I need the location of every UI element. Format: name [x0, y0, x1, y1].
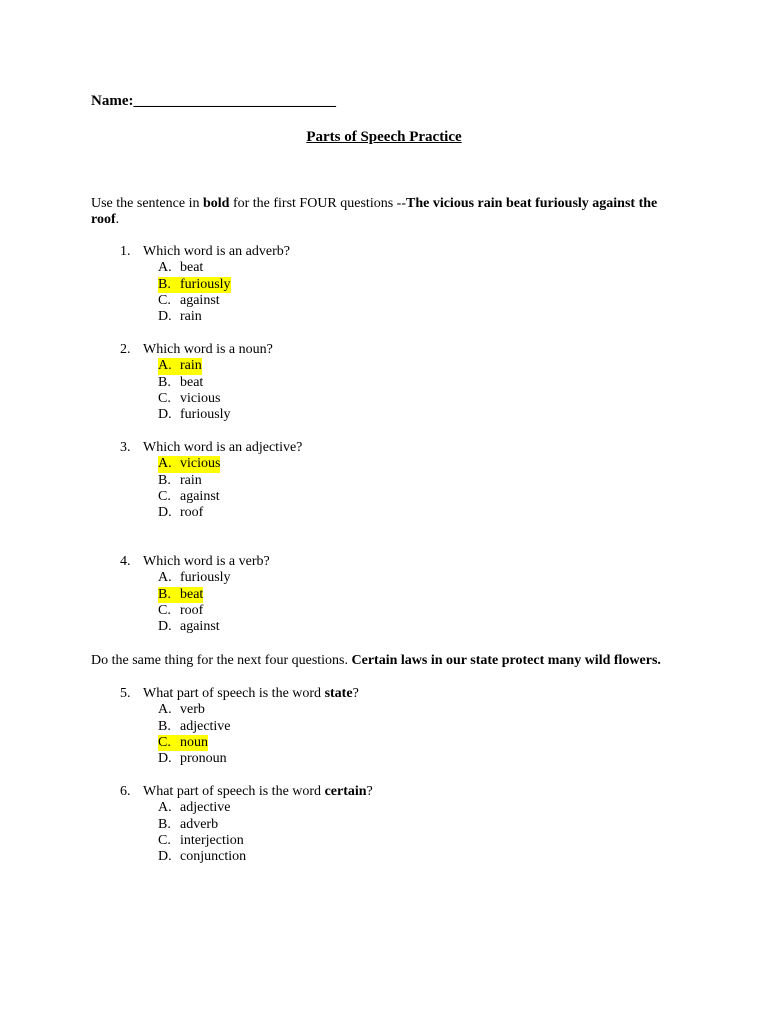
option-2d[interactable]: D. furiously: [158, 407, 231, 423]
option-1a[interactable]: A. beat: [158, 260, 204, 276]
option-5c[interactable]: C. noun: [158, 734, 208, 750]
option-5a[interactable]: A. verb: [158, 702, 205, 718]
sentence-1: The vicious rain beat furiously against the roof: [91, 196, 658, 227]
option-2b[interactable]: B. beat: [158, 374, 204, 390]
sentence-2: Certain laws in our state protect many wild flowers.: [351, 653, 661, 668]
option-1d[interactable]: D. rain: [158, 309, 202, 325]
option-1c[interactable]: C. against: [158, 292, 220, 308]
option-6b[interactable]: B. adverb: [158, 816, 219, 832]
question-2: 2. Which word is a noun? A. rain B. beat C. vicious D. furiously: [120, 342, 520, 423]
question-6: 6. What part of speech is the word certain? A. adjective B. adverb C. interjection D. conjunction: [120, 784, 520, 865]
option-5d[interactable]: D. pronoun: [158, 751, 227, 767]
option-5b[interactable]: B. adjective: [158, 718, 231, 734]
question-text: Which word is an adverb?: [143, 244, 290, 259]
question-5: 5. What part of speech is the word state? A. verb B. adjective C. noun D. pronoun: [120, 686, 520, 767]
option-4a[interactable]: A. furiously: [158, 570, 231, 586]
option-4c[interactable]: C. roof: [158, 602, 204, 618]
question-1: 1. Which word is an adverb? A. beat B. furiously C. against D. rain: [120, 244, 520, 325]
question-4: 4. Which word is a verb? A. furiously B. beat C. roof D. against: [120, 554, 520, 635]
question-text: Which word is a verb?: [143, 554, 270, 569]
question-text: Which word is an adjective?: [143, 440, 303, 455]
option-4d[interactable]: D. against: [158, 619, 220, 635]
option-6a[interactable]: A. adjective: [158, 800, 231, 816]
option-3b[interactable]: B. rain: [158, 472, 202, 488]
name-label: Name:: [91, 93, 134, 109]
option-1b[interactable]: B. furiously: [158, 276, 231, 292]
page-title: Parts of Speech Practice: [306, 129, 462, 145]
instructions-1: Use the sentence in bold for the first FOUR questions --The vicious rain beat furiously against the roof.: [91, 196, 658, 227]
option-3a[interactable]: A. vicious: [158, 456, 221, 472]
question-text: What part of speech is the word certain?: [143, 784, 373, 799]
instructions-2: Do the same thing for the next four questions. Certain laws in our state protect many wild flowers.: [91, 653, 661, 668]
option-2c[interactable]: C. vicious: [158, 390, 221, 406]
name-field[interactable]: [91, 93, 336, 110]
question-3: 3. Which word is an adjective? A. vicious B. rain C. against D. roof: [120, 440, 520, 521]
option-2a[interactable]: A. rain: [158, 358, 202, 374]
option-3c[interactable]: C. against: [158, 488, 220, 504]
option-3d[interactable]: D. roof: [158, 505, 204, 521]
option-6c[interactable]: C. interjection: [158, 832, 244, 848]
option-6d[interactable]: D. conjunction: [158, 849, 247, 865]
question-text: Which word is a noun?: [143, 342, 273, 357]
question-text: What part of speech is the word state?: [143, 686, 359, 701]
option-4b[interactable]: B. beat: [158, 586, 204, 602]
name-blank[interactable]: ___________________________: [133, 93, 336, 109]
